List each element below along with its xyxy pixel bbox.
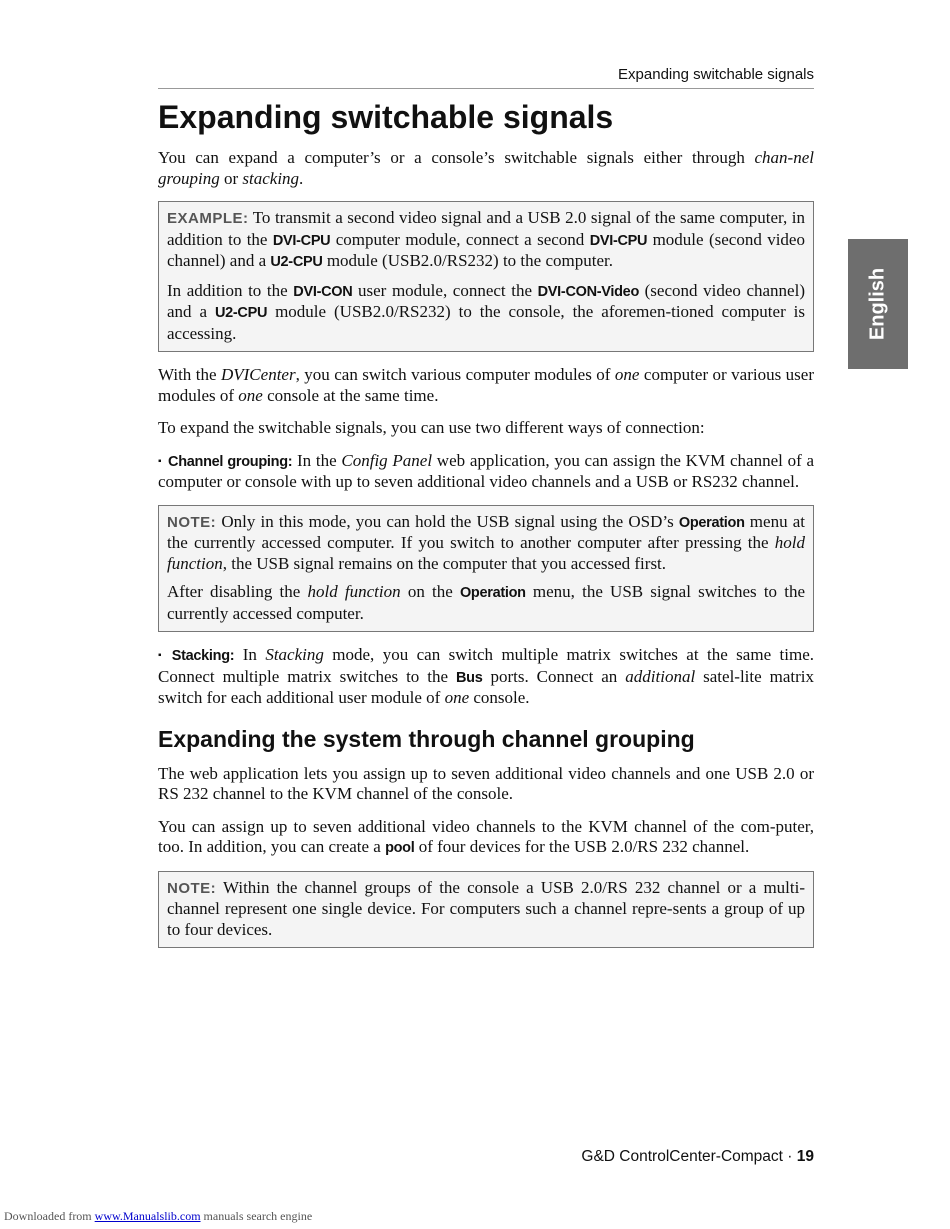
page-number: 19 bbox=[796, 1148, 814, 1165]
dvicenter-paragraph: With the DVICenter, you can switch various computer modules of one computer or various user modules of one console at the same time. bbox=[158, 365, 814, 405]
download-notice: Downloaded from www.Manualslib.com manuals search engine bbox=[4, 1209, 313, 1223]
intro-paragraph: You can expand a computer’s or a console’s switchable signals either through chan-nel grouping or stacking. bbox=[158, 148, 814, 188]
running-head: Expanding switchable signals bbox=[158, 66, 814, 89]
bullet-marker: ▪ bbox=[158, 455, 163, 467]
example-paragraph-2: In addition to the DVI-CON user module, connect the DVI-CON-Video (second video channel) and a U2-CPU module (USB2.0/RS232) to the console, the aforemen-tioned computer is accessing. bbox=[167, 280, 806, 343]
note-paragraph-1: NOTE: Only in this mode, you can hold the USB signal using the OSD’s Operation menu at the currently accessed computer. If you switch to another computer after pressing the hold function, the USB signal remains on the computer that you accessed first. bbox=[167, 511, 805, 573]
example-paragraph-1: EXAMPLE: To transmit a second video signal and a USB 2.0 signal of the same computer, in addition to the DVI-CPU computer module, connect a second DVI-CPU module (second video channel) and a U2-CPU module (USB2.0/RS232) to the computer. bbox=[167, 208, 805, 270]
manualslib-link[interactable]: www.Manualslib.com bbox=[94, 1209, 201, 1223]
note-label: NOTE: bbox=[167, 879, 217, 897]
ways-paragraph: To expand the switchable signals, you can use two different ways of connection: bbox=[158, 418, 705, 437]
language-tab-label: English bbox=[866, 267, 889, 341]
note-paragraph: NOTE: Within the channel groups of the console a USB 2.0/RS 232 channel or a multi-channel represent one single device. For computers such a channel repre-sents a group of up to four devices. bbox=[167, 877, 805, 939]
note-paragraph-2: After disabling the hold function on the Operation menu, the USB signal switches to the currently accessed computer. bbox=[167, 582, 805, 623]
language-tab bbox=[848, 239, 908, 369]
example-box bbox=[158, 201, 814, 352]
footer-title: G&D ControlCenter-Compact · bbox=[581, 1148, 797, 1165]
page-footer bbox=[158, 1148, 814, 1166]
note-box-hold bbox=[158, 505, 814, 633]
note-label: NOTE: bbox=[167, 513, 217, 531]
assign-paragraph: You can assign up to seven additional video channels to the KVM channel of the com-puter, too. In addition, you can create a pool of four devices for the USB 2.0/RS 232 channel. bbox=[158, 816, 814, 856]
page-title: Expanding switchable signals bbox=[158, 99, 614, 135]
example-label: EXAMPLE: bbox=[167, 210, 249, 227]
bullet-channel-grouping: ▪ Channel grouping: In the Config Panel web application, you can assign the KVM channel of a computer or console with up to seven additional video channels and a USB or RS232 channel. bbox=[158, 450, 814, 491]
note-box-channel-groups bbox=[158, 871, 814, 949]
section-heading: Expanding the system through channel grouping bbox=[158, 725, 695, 752]
bullet-marker: ▪ bbox=[158, 650, 166, 661]
web-app-paragraph: The web application lets you assign up to seven additional video channels and one USB 2.0 or RS 232 channel to the KVM channel of the console. bbox=[158, 763, 814, 803]
bullet-stacking: ▪ Stacking: In Stacking mode, you can switch multiple matrix switches at the same time. Connect multiple matrix switches to the Bus ports. Connect an additional satel-lite matrix switch for each additional user module of one console. bbox=[158, 645, 815, 707]
page-content bbox=[158, 98, 814, 961]
